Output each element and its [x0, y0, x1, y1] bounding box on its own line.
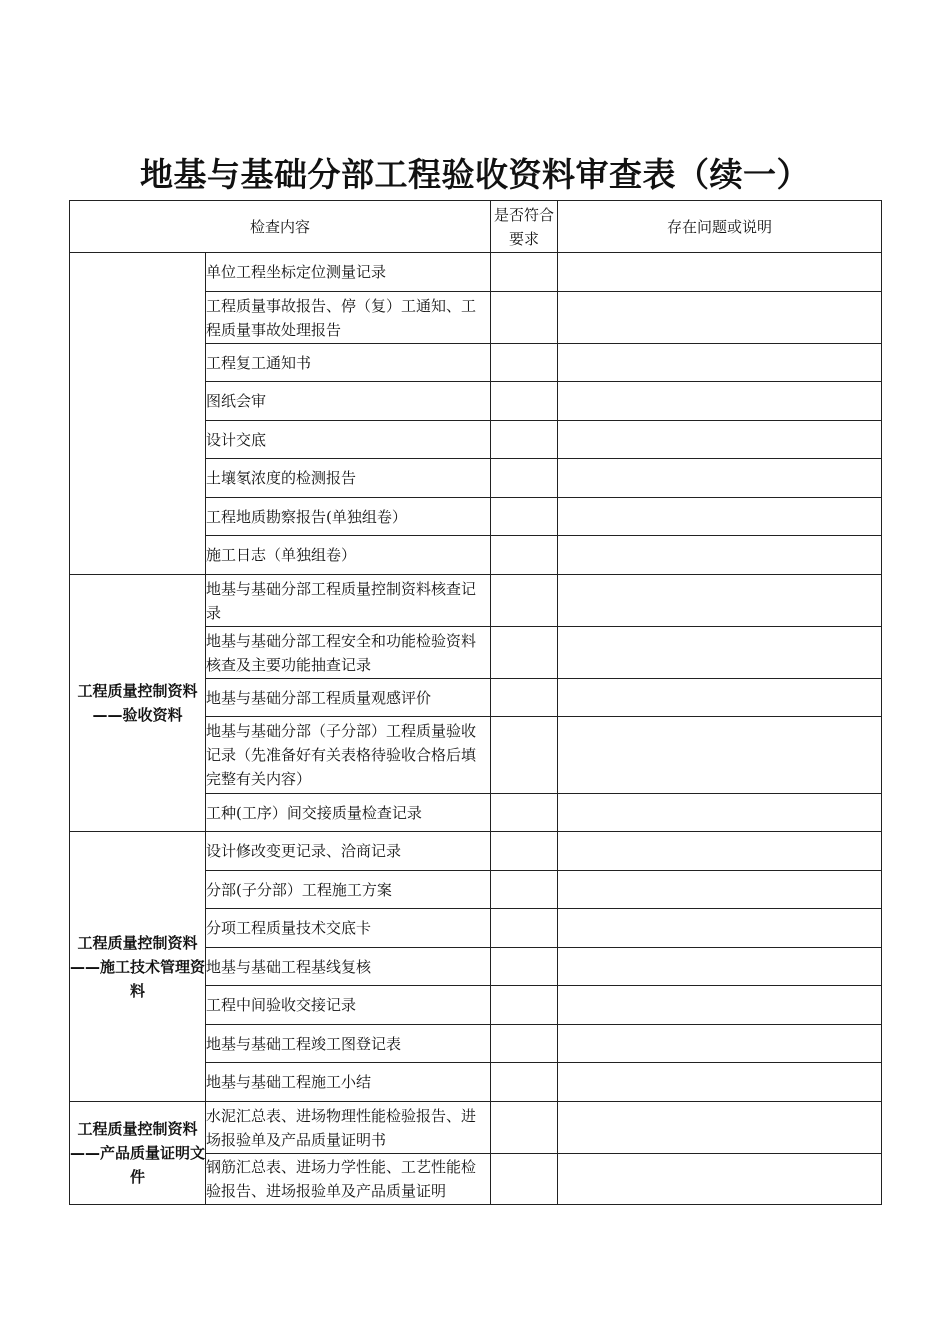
item-cell: 施工日志（单独组卷）: [206, 536, 491, 575]
remark-cell[interactable]: [558, 292, 882, 344]
item-cell: 钢筋汇总表、进场力学性能、工艺性能检验报告、进场报验单及产品质量证明: [206, 1154, 491, 1205]
remark-cell[interactable]: [558, 679, 882, 717]
header-content: 检查内容: [70, 201, 491, 253]
remark-cell[interactable]: [558, 986, 882, 1025]
item-cell: 分项工程质量技术交底卡: [206, 909, 491, 948]
remark-cell[interactable]: [558, 794, 882, 832]
table-row: [70, 1102, 882, 1154]
remark-cell[interactable]: [558, 421, 882, 459]
conform-cell[interactable]: [491, 1154, 558, 1205]
conform-cell[interactable]: [491, 832, 558, 871]
conform-cell[interactable]: [491, 1102, 558, 1154]
table-row: [70, 832, 882, 871]
header-remark: 存在问题或说明: [558, 201, 882, 253]
item-cell: 工种(工序）间交接质量检查记录: [206, 794, 491, 832]
item-cell: 地基与基础工程施工小结: [206, 1063, 491, 1102]
item-cell: 地基与基础分部工程安全和功能检验资料核查及主要功能抽查记录: [206, 627, 491, 679]
conform-cell[interactable]: [491, 871, 558, 909]
conform-cell[interactable]: [491, 536, 558, 575]
item-cell: 地基与基础工程竣工图登记表: [206, 1025, 491, 1063]
conform-cell[interactable]: [491, 421, 558, 459]
remark-cell[interactable]: [558, 832, 882, 871]
conform-cell[interactable]: [491, 717, 558, 794]
item-cell: 工程地质勘察报告(单独组卷）: [206, 498, 491, 536]
remark-cell[interactable]: [558, 909, 882, 948]
conform-cell[interactable]: [491, 794, 558, 832]
conform-cell[interactable]: [491, 382, 558, 421]
item-cell: 地基与基础分部（子分部）工程质量验收记录（先准备好有关表格待验收合格后填完整有关内容）: [206, 717, 491, 794]
category-cell: [70, 253, 206, 575]
remark-cell[interactable]: [558, 575, 882, 627]
item-cell: 地基与基础工程基线复核: [206, 948, 491, 986]
conform-cell[interactable]: [491, 1025, 558, 1063]
conform-cell[interactable]: [491, 909, 558, 948]
item-cell: 工程中间验收交接记录: [206, 986, 491, 1025]
conform-cell[interactable]: [491, 948, 558, 986]
item-cell: 图纸会审: [206, 382, 491, 421]
remark-cell[interactable]: [558, 1102, 882, 1154]
remark-cell[interactable]: [558, 717, 882, 794]
table-row: [70, 253, 882, 292]
remark-cell[interactable]: [558, 1063, 882, 1102]
header-conform: 是否符合要求: [491, 201, 558, 253]
conform-cell[interactable]: [491, 679, 558, 717]
review-table: [69, 200, 882, 1205]
remark-cell[interactable]: [558, 627, 882, 679]
item-cell: 工程质量事故报告、停（复）工通知、工程质量事故处理报告: [206, 292, 491, 344]
item-cell: 分部(子分部）工程施工方案: [206, 871, 491, 909]
conform-cell[interactable]: [491, 344, 558, 382]
conform-cell[interactable]: [491, 253, 558, 292]
item-cell: 地基与基础分部工程质量控制资料核查记录: [206, 575, 491, 627]
item-cell: 工程复工通知书: [206, 344, 491, 382]
remark-cell[interactable]: [558, 498, 882, 536]
remark-cell[interactable]: [558, 871, 882, 909]
header-row: [70, 201, 882, 253]
conform-cell[interactable]: [491, 459, 558, 498]
conform-cell[interactable]: [491, 627, 558, 679]
remark-cell[interactable]: [558, 536, 882, 575]
remark-cell[interactable]: [558, 948, 882, 986]
item-cell: 土壤氡浓度的检测报告: [206, 459, 491, 498]
page-title: 地基与基础分部工程验收资料审查表（续一）: [140, 155, 810, 194]
category-cell: 工程质量控制资料——验收资料: [70, 575, 206, 832]
category-cell: 工程质量控制资料——施工技术管理资料: [70, 832, 206, 1102]
conform-cell[interactable]: [491, 986, 558, 1025]
item-cell: 水泥汇总表、进场物理性能检验报告、进场报验单及产品质量证明书: [206, 1102, 491, 1154]
remark-cell[interactable]: [558, 1025, 882, 1063]
remark-cell[interactable]: [558, 459, 882, 498]
item-cell: 设计交底: [206, 421, 491, 459]
remark-cell[interactable]: [558, 1154, 882, 1205]
conform-cell[interactable]: [491, 292, 558, 344]
conform-cell[interactable]: [491, 1063, 558, 1102]
conform-cell[interactable]: [491, 498, 558, 536]
conform-cell[interactable]: [491, 575, 558, 627]
item-cell: 单位工程坐标定位测量记录: [206, 253, 491, 292]
remark-cell[interactable]: [558, 344, 882, 382]
table-row: [70, 575, 882, 627]
remark-cell[interactable]: [558, 253, 882, 292]
remark-cell[interactable]: [558, 382, 882, 421]
category-cell: 工程质量控制资料——产品质量证明文件: [70, 1102, 206, 1205]
item-cell: 设计修改变更记录、洽商记录: [206, 832, 491, 871]
item-cell: 地基与基础分部工程质量观感评价: [206, 679, 491, 717]
